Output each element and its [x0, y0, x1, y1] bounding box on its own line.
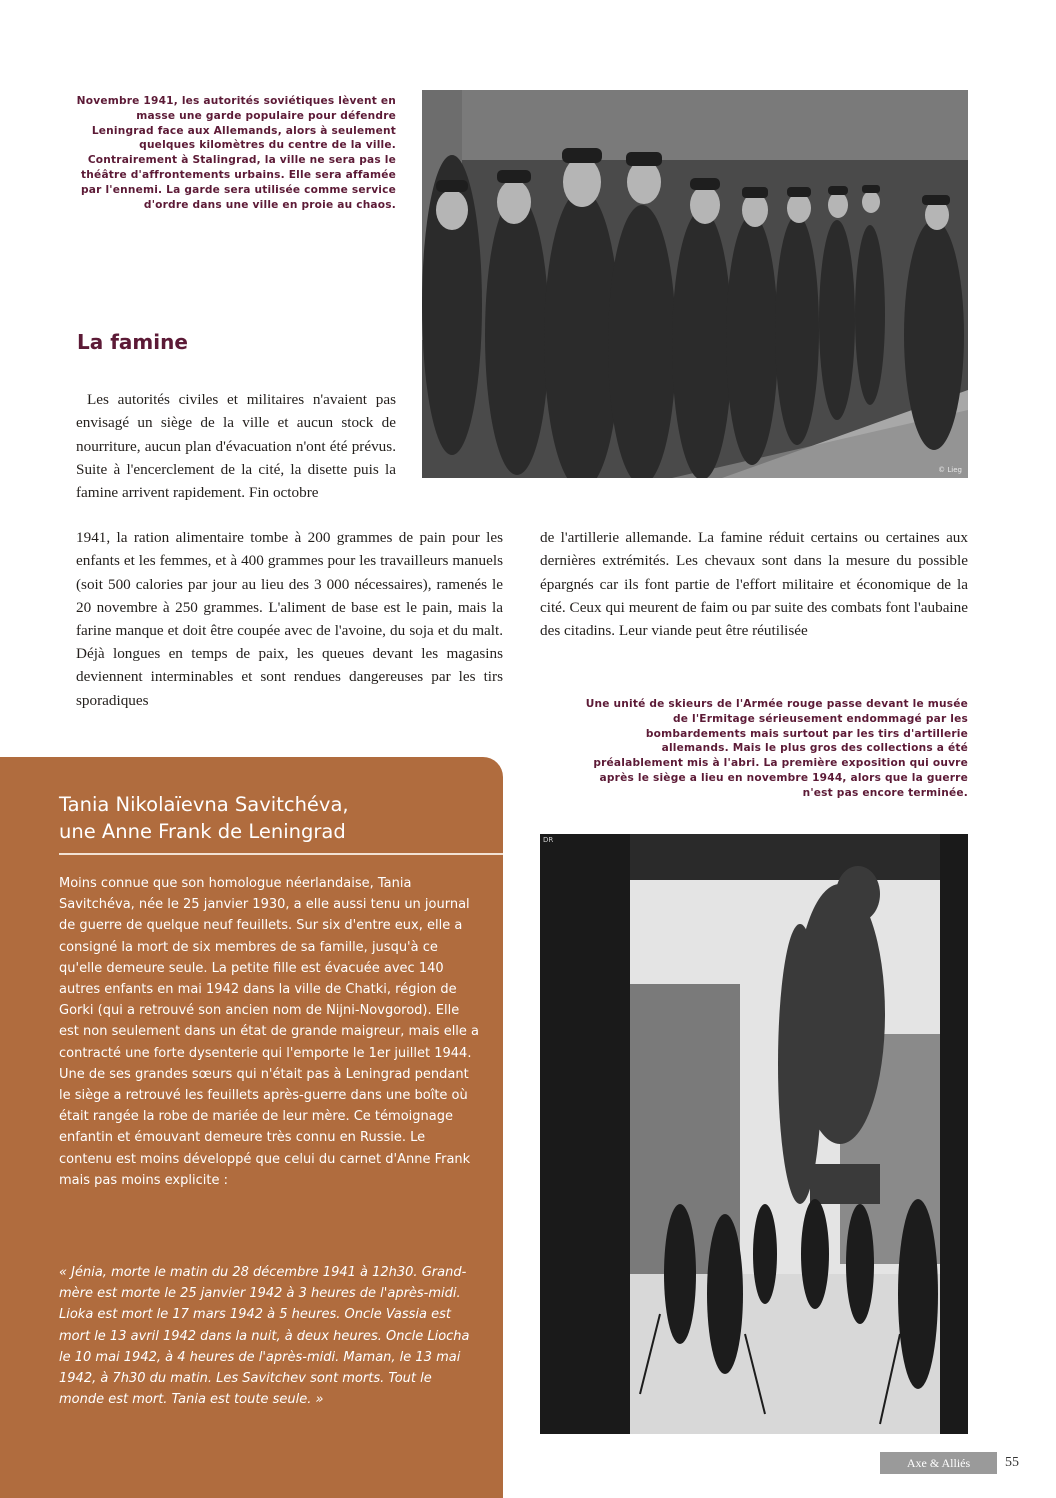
- photo-caption-skiers: Une unité de skieurs de l'Armée rouge passe devant le musée de l'Ermitage sérieusement endommagé par les bombardements mais surtout par les tirs d'artillerie allemands. Mais le plus gros des collections a été préalablement mis à l'abri. La première exposition qui ouvre après le siège a lieu en novembre 1944, alors que la guerre n'est pas encore terminée.: [585, 698, 968, 799]
- photo-soldiers-illustration: [422, 90, 968, 478]
- sidebar-body-text: Moins connue que son homologue néerlandaise, Tania Savitchéva, née le 25 janvier 1930, a elle aussi tenu un journal de guerre de quelque neuf feuillets. Sur six d'entre eux, elle a consigné la mort de six membres de sa famille, jusqu'à ce qu'elle demeure seule. La petite fille est évacuée avec 140 autres enfants en mai 1942 dans la ville de Chatki, région de Gorki (qui a retrouvé son ancien nom de Nijni-Novgorod). Elle est non seulement dans un état de grande maigreur, mais elle a contracté une forte dysenterie qui l'emporte le 1er juillet 1944. Une de ses grandes sœurs qui n'était pas à Leningrad pendant le siège a retrouvé les feuillets après-guerre dans une boîte où était rangée la robe de mariée de leur mère. Ce témoignage enfantin et émouvant demeure très connu en Russie. Le contenu est moins développé que celui du carnet d'Anne Frank mais pas moins explicite :: [59, 876, 480, 1188]
- article-text-column2: de l'artillerie allemande. La famine réduit certains ou certaines aux dernières extrémités. Les chevaux sont dans la mesure du possible épargnés car ils font partie de l'effort militaire et économique de la cité. Ceux qui meurent de faim ou par suite des combats font l'aubaine des citadins. Leur viande peut être réutilisée: [540, 529, 968, 639]
- sidebar-title: [59, 791, 499, 845]
- photo-soldiers-lineup: [422, 90, 968, 478]
- sidebar-title-line1: Tania Nikolaïevna Savitchéva,: [59, 793, 349, 816]
- photo-credit: © Lieg: [938, 466, 962, 474]
- article-text-column1-bottom: 1941, la ration alimentaire tombe à 200 grammes de pain pour les enfants et les femmes, et à 400 grammes pour les travailleurs manuels (soit 500 calories par jour au lieu des 3 000 nécessaires), ramenés le 20 novembre à 250 grammes. L'aliment de base est le pain, mais la farine manque et doit être coupée avec de l'avoine, du soja et du malt. Déjà longues en temps de paix, les queues devant les magasins deviennent interminables et sont rendues dangereuses par les tirs sporadiques: [76, 529, 503, 709]
- magazine-name-tab: Axe & Alliés: [880, 1452, 997, 1474]
- sidebar-quote: « Jénia, morte le matin du 28 décembre 1941 à 12h30. Grand-mère est morte le 25 janvier 1942 à 3 heures de l'après-midi. Lioka est mort le 17 mars 1942 à 5 heures. Oncle Vassia est mort le 13 avril 1942 dans la nuit, à deux heures. Oncle Liocha le 10 mai 1942, à 4 heures de l'après-midi. Maman, le 13 mai 1942, à 7h30 du matin. Les Savitchev sont morts. Tout le monde est mort. Tania est toute seule. »: [59, 1265, 470, 1408]
- photo-hermitage-skiers: [540, 834, 968, 1434]
- photo-caption-soldiers: Novembre 1941, les autorités soviétiques lèvent en masse une garde populaire pour défendre Leningrad face aux Allemands, alors à seulement quelques kilomètres du centre de la ville. Contrairement à Stalingrad, la ville ne sera pas le théâtre d'affrontements urbains. Elle sera affamée par l'ennemi. La garde sera utilisée comme service d'ordre dans une ville en proie au chaos.: [76, 95, 396, 211]
- section-heading: La famine: [77, 330, 188, 354]
- photo-hermitage-illustration: [540, 834, 968, 1434]
- photo-tag: DR: [543, 836, 554, 844]
- sidebar-title-line2: une Anne Frank de Leningrad: [59, 820, 346, 843]
- sidebar-divider: [59, 853, 503, 855]
- page-number: 55: [1005, 1455, 1019, 1470]
- article-text-column1-top: Les autorités civiles et militaires n'avaient pas envisagé un siège de la ville et aucun stock de nourriture, aucun plan d'évacuation n'ont été prévus. Suite à l'encerclement de la cité, la disette puis la famine arrivent rapidement. Fin octobre: [76, 391, 396, 501]
